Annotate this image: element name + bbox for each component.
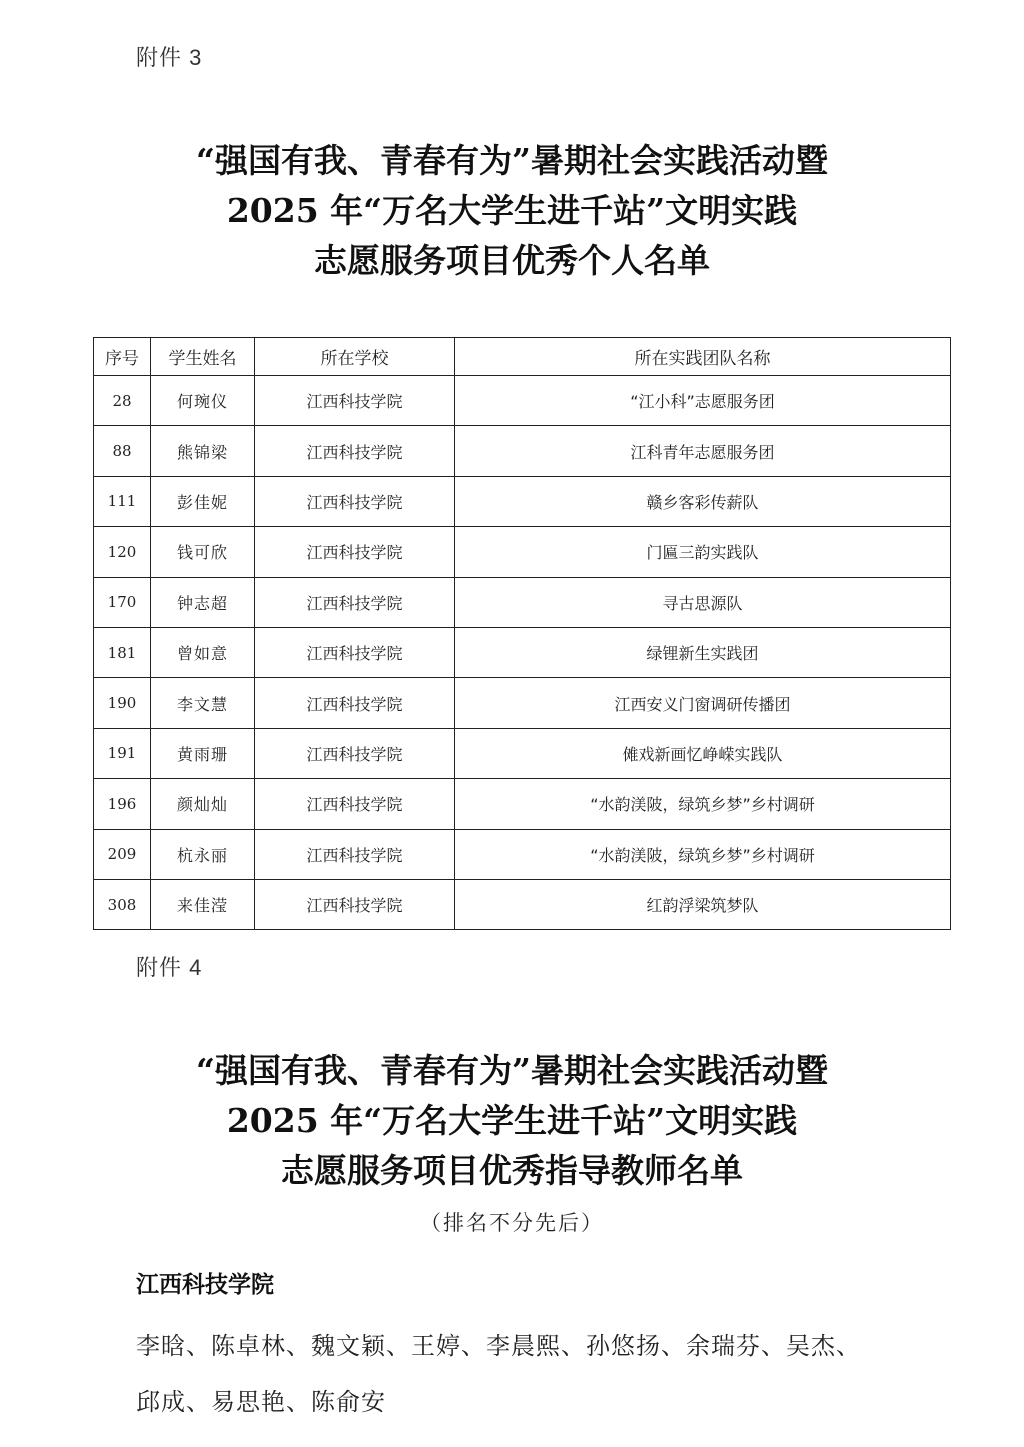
cell-number: 28	[94, 376, 151, 426]
attachment-4-title	[0, 1046, 1024, 1196]
cell-number: 111	[94, 476, 151, 526]
teacher-list	[136, 1318, 926, 1430]
cell-number: 196	[94, 779, 151, 829]
cell-team-name: 赣乡客彩传薪队	[455, 476, 951, 526]
cell-number: 88	[94, 426, 151, 476]
attachment-4-label: 附件 4	[136, 955, 203, 980]
title-line-3: 志愿服务项目优秀个人名单	[314, 241, 710, 280]
cell-student-name: 曾如意	[151, 627, 255, 677]
title-line-1: “强国有我、青春有为”暑期社会实践活动暨	[196, 1051, 828, 1090]
cell-student-name: 彭佳妮	[151, 476, 255, 526]
excellent-individuals-table	[93, 337, 951, 930]
table-header-row	[94, 338, 951, 376]
ranking-note: （排名不分先后）	[420, 1211, 604, 1235]
header-team-name: 所在实践团队名称	[455, 338, 951, 376]
cell-student-name: 颜灿灿	[151, 779, 255, 829]
header-school: 所在学校	[255, 338, 455, 376]
cell-number: 181	[94, 627, 151, 677]
cell-team-name: “江小科”志愿服务团	[455, 376, 951, 426]
cell-school: 江西科技学院	[255, 627, 455, 677]
attachment-3-title	[0, 136, 1024, 286]
title-line-3: 志愿服务项目优秀指导教师名单	[281, 1151, 743, 1190]
cell-student-name: 杭永丽	[151, 829, 255, 879]
table-row	[94, 577, 951, 627]
teacher-list-line-2: 邱成、易思艳、陈俞安	[136, 1388, 386, 1416]
cell-team-name: 门匾三韵实践队	[455, 527, 951, 577]
cell-school: 江西科技学院	[255, 426, 455, 476]
table-row	[94, 476, 951, 526]
table-row	[94, 527, 951, 577]
cell-team-name: “水韵渼陂，绿筑乡梦”乡村调研	[455, 779, 951, 829]
table-row	[94, 879, 951, 929]
title-line-1: “强国有我、青春有为”暑期社会实践活动暨	[196, 141, 828, 180]
table-row	[94, 376, 951, 426]
cell-number: 209	[94, 829, 151, 879]
table-row	[94, 728, 951, 778]
cell-student-name: 李文慧	[151, 678, 255, 728]
cell-school: 江西科技学院	[255, 829, 455, 879]
cell-student-name: 钱可欣	[151, 527, 255, 577]
cell-school: 江西科技学院	[255, 577, 455, 627]
cell-school: 江西科技学院	[255, 527, 455, 577]
cell-student-name: 来佳滢	[151, 879, 255, 929]
cell-number: 191	[94, 728, 151, 778]
teacher-list-line-1: 李晗、陈卓林、魏文颖、王婷、李晨熙、孙悠扬、余瑞芬、吴杰、	[136, 1332, 861, 1360]
title-line-2: 2025 年“万名大学生进千站”文明实践	[226, 1101, 798, 1140]
table-row	[94, 779, 951, 829]
header-number: 序号	[94, 338, 151, 376]
school-name: 江西科技学院	[136, 1272, 274, 1298]
cell-team-name: 江科青年志愿服务团	[455, 426, 951, 476]
cell-student-name: 黄雨珊	[151, 728, 255, 778]
cell-student-name: 熊锦梁	[151, 426, 255, 476]
table-row	[94, 627, 951, 677]
table-row	[94, 426, 951, 476]
table-row	[94, 678, 951, 728]
title-line-2: 2025 年“万名大学生进千站”文明实践	[226, 191, 798, 230]
cell-team-name: 江西安义门窗调研传播团	[455, 678, 951, 728]
cell-team-name: 绿锂新生实践团	[455, 627, 951, 677]
attachment-3-label: 附件 3	[136, 45, 203, 70]
cell-school: 江西科技学院	[255, 476, 455, 526]
cell-school: 江西科技学院	[255, 376, 455, 426]
cell-team-name: “水韵渼陂，绿筑乡梦”乡村调研	[455, 829, 951, 879]
table-row	[94, 829, 951, 879]
cell-student-name: 何琬仪	[151, 376, 255, 426]
cell-number: 170	[94, 577, 151, 627]
cell-school: 江西科技学院	[255, 879, 455, 929]
header-student-name: 学生姓名	[151, 338, 255, 376]
cell-number: 190	[94, 678, 151, 728]
cell-student-name: 钟志超	[151, 577, 255, 627]
cell-school: 江西科技学院	[255, 678, 455, 728]
cell-number: 120	[94, 527, 151, 577]
cell-school: 江西科技学院	[255, 728, 455, 778]
cell-school: 江西科技学院	[255, 779, 455, 829]
cell-number: 308	[94, 879, 151, 929]
cell-team-name: 红韵浮梁筑梦队	[455, 879, 951, 929]
cell-team-name: 寻古思源队	[455, 577, 951, 627]
cell-team-name: 傩戏新画忆峥嵘实践队	[455, 728, 951, 778]
